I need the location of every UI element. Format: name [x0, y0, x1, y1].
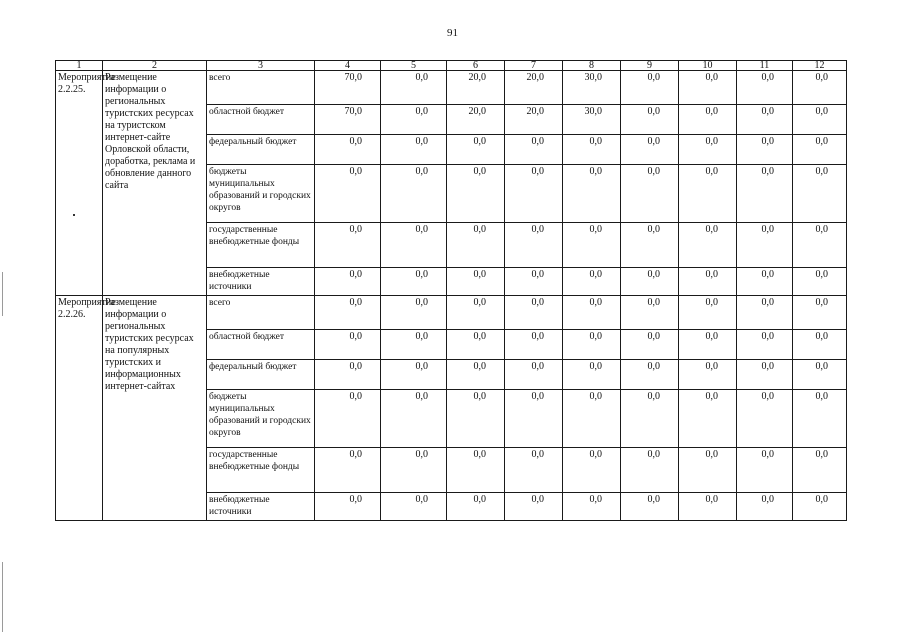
measure-code: Мероприятие 2.2.25. [56, 71, 103, 296]
amount-cell: 0,0 [621, 223, 679, 268]
amount-cell: 0,0 [505, 390, 563, 448]
table-body [56, 61, 847, 521]
column-number-header: 12 [793, 61, 847, 71]
amount-cell: 0,0 [563, 448, 621, 493]
column-number-header: 2 [103, 61, 207, 71]
amount-cell: 0,0 [505, 165, 563, 223]
amount-cell: 0,0 [737, 105, 793, 135]
amount-cell: 0,0 [737, 493, 793, 521]
amount-cell: 0,0 [679, 135, 737, 165]
amount-cell: 0,0 [381, 223, 447, 268]
amount-cell: 0,0 [679, 448, 737, 493]
column-number-header: 8 [563, 61, 621, 71]
amount-cell: 0,0 [679, 268, 737, 296]
amount-cell: 0,0 [447, 390, 505, 448]
amount-cell: 0,0 [447, 296, 505, 330]
amount-cell: 0,0 [563, 223, 621, 268]
amount-cell: 0,0 [737, 330, 793, 360]
amount-cell: 0,0 [621, 296, 679, 330]
amount-cell: 0,0 [737, 71, 793, 105]
amount-cell: 0,0 [793, 360, 847, 390]
amount-cell: 0,0 [563, 360, 621, 390]
column-number-header: 7 [505, 61, 563, 71]
amount-cell: 0,0 [381, 165, 447, 223]
funding-source: всего [207, 71, 315, 105]
amount-cell: 0,0 [447, 448, 505, 493]
scan-margin-mark [2, 272, 3, 316]
amount-cell: 0,0 [679, 360, 737, 390]
amount-cell: 0,0 [381, 330, 447, 360]
amount-cell: 0,0 [621, 360, 679, 390]
amount-cell: 0,0 [621, 71, 679, 105]
measure-description: Размещение информации о региональных туристских ресурсах на популярных туристских и информационных интернет-сайтах [103, 296, 207, 521]
amount-cell: 0,0 [381, 360, 447, 390]
funding-source: областной бюджет [207, 105, 315, 135]
amount-cell: 0,0 [679, 105, 737, 135]
column-number-header: 9 [621, 61, 679, 71]
amount-cell: 0,0 [563, 493, 621, 521]
amount-cell: 0,0 [679, 330, 737, 360]
amount-cell: 0,0 [793, 135, 847, 165]
amount-cell: 0,0 [447, 268, 505, 296]
amount-cell: 0,0 [381, 268, 447, 296]
amount-cell: 0,0 [505, 493, 563, 521]
amount-cell: 0,0 [679, 165, 737, 223]
amount-cell: 0,0 [447, 330, 505, 360]
amount-cell: 20,0 [447, 71, 505, 105]
amount-cell: 0,0 [793, 330, 847, 360]
amount-cell: 0,0 [563, 296, 621, 330]
amount-cell: 0,0 [315, 223, 381, 268]
funding-source: всего [207, 296, 315, 330]
amount-cell: 0,0 [381, 493, 447, 521]
amount-cell: 0,0 [381, 105, 447, 135]
amount-cell: 0,0 [621, 135, 679, 165]
amount-cell: 0,0 [315, 296, 381, 330]
amount-cell: 0,0 [737, 360, 793, 390]
amount-cell: 0,0 [679, 390, 737, 448]
amount-cell: 0,0 [621, 330, 679, 360]
amount-cell: 0,0 [737, 135, 793, 165]
amount-cell: 0,0 [737, 390, 793, 448]
amount-cell: 0,0 [447, 135, 505, 165]
amount-cell: 0,0 [793, 223, 847, 268]
amount-cell: 0,0 [381, 296, 447, 330]
amount-cell: 0,0 [505, 448, 563, 493]
amount-cell: 0,0 [793, 165, 847, 223]
amount-cell: 0,0 [447, 165, 505, 223]
funding-source: областной бюджет [207, 330, 315, 360]
column-number-header: 1 [56, 61, 103, 71]
amount-cell: 0,0 [563, 390, 621, 448]
amount-cell: 0,0 [381, 71, 447, 105]
amount-cell: 0,0 [793, 268, 847, 296]
amount-cell: 0,0 [793, 493, 847, 521]
amount-cell: 20,0 [505, 71, 563, 105]
amount-cell: 0,0 [381, 448, 447, 493]
page-number: 91 [447, 27, 458, 39]
funding-source: государственные внебюджетные фонды [207, 448, 315, 493]
amount-cell: 0,0 [621, 448, 679, 493]
column-number-header: 10 [679, 61, 737, 71]
amount-cell: 0,0 [621, 268, 679, 296]
amount-cell: 0,0 [315, 360, 381, 390]
column-number-header: 6 [447, 61, 505, 71]
funding-source: внебюджетные источники [207, 268, 315, 296]
amount-cell: 0,0 [793, 448, 847, 493]
amount-cell: 30,0 [563, 71, 621, 105]
amount-cell: 0,0 [381, 390, 447, 448]
amount-cell: 0,0 [679, 296, 737, 330]
amount-cell: 0,0 [793, 296, 847, 330]
funding-source: бюджеты муниципальных образований и городских округов [207, 165, 315, 223]
amount-cell: 0,0 [505, 360, 563, 390]
amount-cell: 0,0 [505, 268, 563, 296]
funding-source: внебюджетные источники [207, 493, 315, 521]
amount-cell: 20,0 [447, 105, 505, 135]
amount-cell: 0,0 [563, 268, 621, 296]
amount-cell: 0,0 [737, 296, 793, 330]
amount-cell: 0,0 [315, 390, 381, 448]
scan-margin-mark [2, 562, 3, 632]
amount-cell: 0,0 [563, 135, 621, 165]
amount-cell: 0,0 [621, 493, 679, 521]
funding-source: бюджеты муниципальных образований и городских округов [207, 390, 315, 448]
amount-cell: 0,0 [315, 493, 381, 521]
amount-cell: 0,0 [447, 223, 505, 268]
amount-cell: 0,0 [505, 330, 563, 360]
header-row [56, 61, 847, 71]
column-number-header: 4 [315, 61, 381, 71]
amount-cell: 0,0 [737, 223, 793, 268]
amount-cell: 0,0 [621, 390, 679, 448]
amount-cell: 20,0 [505, 105, 563, 135]
amount-cell: 0,0 [737, 268, 793, 296]
amount-cell: 0,0 [315, 268, 381, 296]
amount-cell: 0,0 [447, 360, 505, 390]
amount-cell: 70,0 [315, 105, 381, 135]
amount-cell: 0,0 [793, 390, 847, 448]
measure-code: Мероприятие 2.2.26. [56, 296, 103, 521]
table-row [56, 296, 847, 330]
amount-cell: 0,0 [505, 223, 563, 268]
column-number-header: 11 [737, 61, 793, 71]
amount-cell: 0,0 [679, 71, 737, 105]
column-number-header: 5 [381, 61, 447, 71]
amount-cell: 0,0 [447, 493, 505, 521]
budget-table [55, 60, 847, 521]
amount-cell: 0,0 [737, 448, 793, 493]
amount-cell: 70,0 [315, 71, 381, 105]
amount-cell: 0,0 [793, 105, 847, 135]
amount-cell: 0,0 [621, 165, 679, 223]
amount-cell: 0,0 [793, 71, 847, 105]
amount-cell: 0,0 [563, 165, 621, 223]
amount-cell: 0,0 [381, 135, 447, 165]
amount-cell: 0,0 [563, 330, 621, 360]
funding-source: государственные внебюджетные фонды [207, 223, 315, 268]
funding-source: федеральный бюджет [207, 135, 315, 165]
amount-cell: 0,0 [315, 448, 381, 493]
amount-cell: 0,0 [679, 223, 737, 268]
amount-cell: 0,0 [315, 330, 381, 360]
amount-cell: 0,0 [505, 135, 563, 165]
amount-cell: 0,0 [621, 105, 679, 135]
table-row [56, 71, 847, 105]
funding-source: федеральный бюджет [207, 360, 315, 390]
amount-cell: 0,0 [315, 165, 381, 223]
amount-cell: 30,0 [563, 105, 621, 135]
amount-cell: 0,0 [315, 135, 381, 165]
amount-cell: 0,0 [505, 296, 563, 330]
measure-description: Размещение информации о региональных туристских ресурсах на туристском интернет-сайте Орловской области, доработка, реклама и обновление данного сайта [103, 71, 207, 296]
amount-cell: 0,0 [737, 165, 793, 223]
column-number-header: 3 [207, 61, 315, 71]
amount-cell: 0,0 [679, 493, 737, 521]
